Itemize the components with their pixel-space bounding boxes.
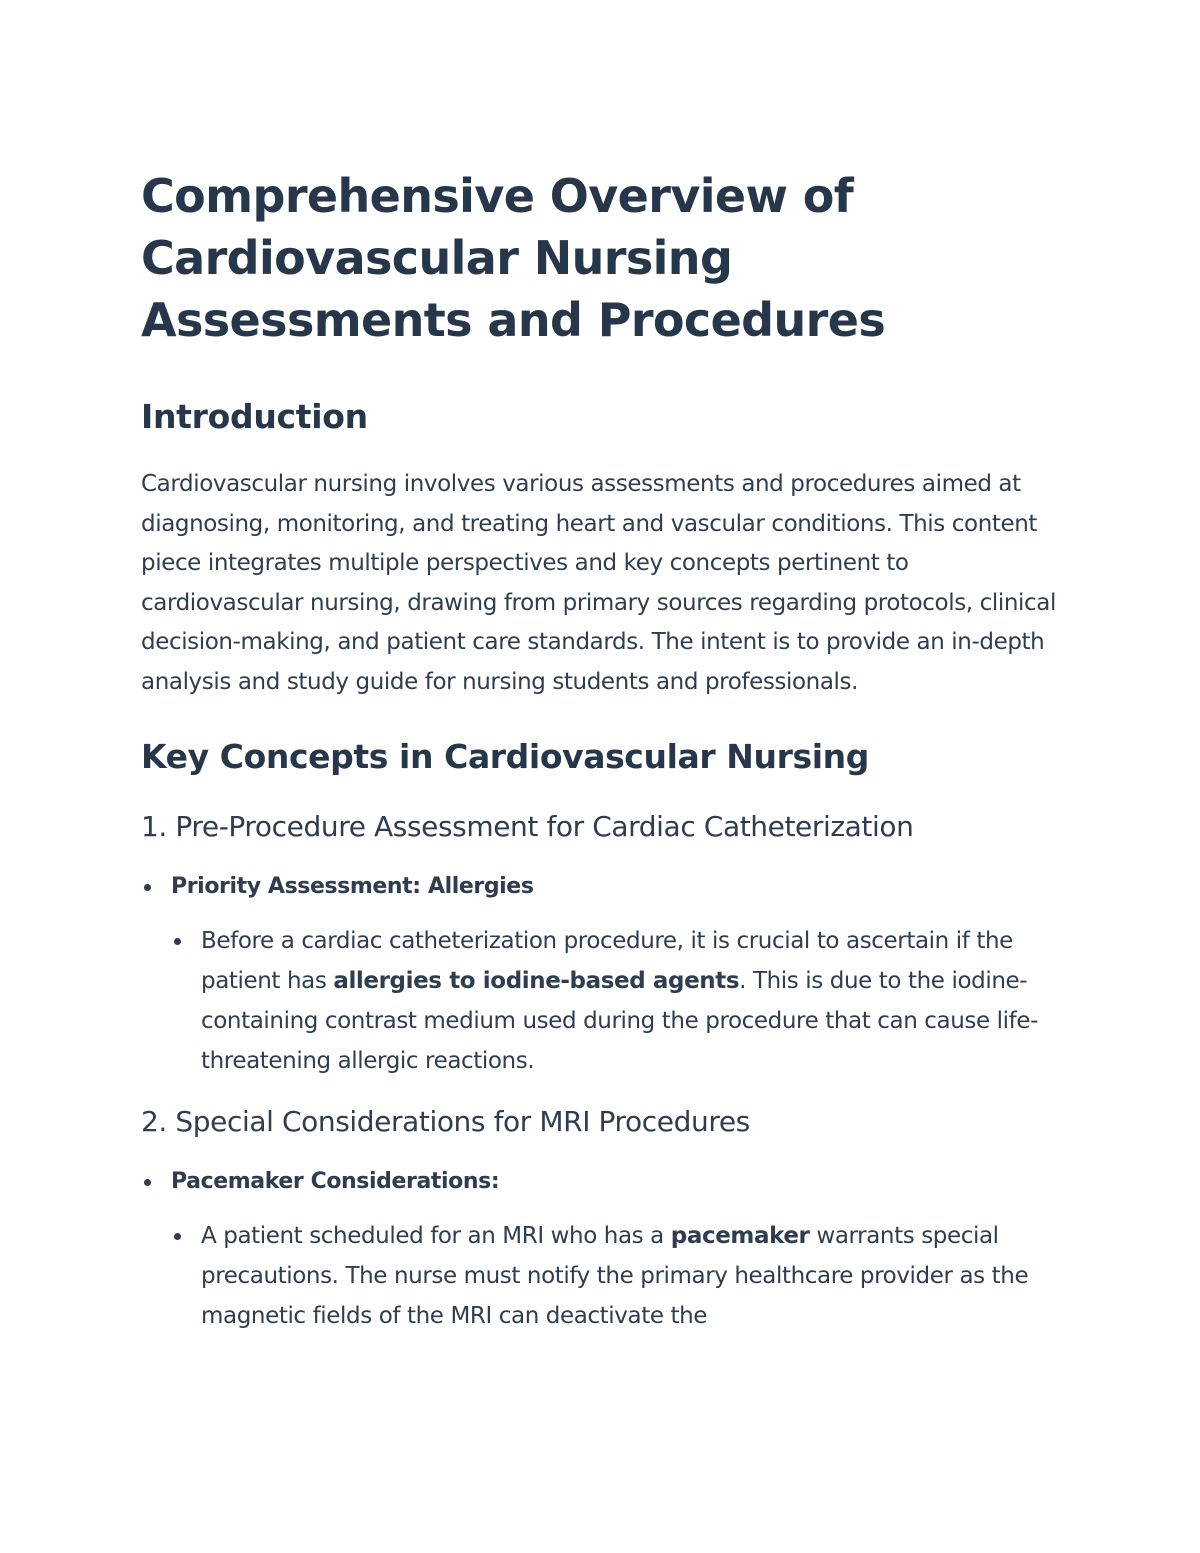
document-title: Comprehensive Overview of Cardiovascular Nursing Assessments and Procedures <box>141 169 886 347</box>
sub-text: warrants special precautions. The nurse must notify the primary healthcare provider as the magnetic fields of the MRI can deactivate the <box>201 1223 1029 1329</box>
sub-text: Before a cardiac catheterization procedure, it is crucial to ascertain if the patient has <box>201 928 1013 994</box>
bullet-label: Pacemaker Considerations: <box>171 1169 500 1194</box>
sub-bold-text: allergies to iodine-based agents <box>333 968 740 994</box>
section-1-list <box>141 870 1061 1081</box>
sub-text: . This is due to the iodine-containing contrast medium used during the procedure that can cause life-threatening allergic reactions. <box>201 968 1038 1074</box>
bullet-label: Priority Assessment: Allergies <box>171 874 534 899</box>
list-item <box>171 1216 1061 1336</box>
sub-bold-text: pacemaker <box>670 1223 810 1249</box>
sub-text: A patient scheduled for an MRI who has a <box>201 1223 671 1249</box>
introduction-heading: Introduction <box>141 397 368 436</box>
introduction-paragraph: Cardiovascular nursing involves various assessments and procedures aimed at diagnosing, monitoring, and treating heart and vascular conditions. This content piece integrates multiple perspectives and key concepts pertinent to cardiovascular nursing, drawing from primary sources regarding protocols, clinical decision-making, and patient care standards. The intent is to provide an in-depth analysis and study guide for nursing students and professionals. <box>141 471 1056 695</box>
list-item <box>171 921 1061 1081</box>
key-concepts-heading: Key Concepts in Cardiovascular Nursing <box>141 737 869 776</box>
list-item <box>141 870 1061 1081</box>
list-item <box>141 1165 1061 1336</box>
sub-list <box>171 921 1061 1081</box>
sub-list <box>171 1216 1061 1336</box>
section-1-heading: 1. Pre-Procedure Assessment for Cardiac Catheterization <box>141 810 914 843</box>
section-2-heading: 2. Special Considerations for MRI Procedures <box>141 1105 750 1138</box>
section-2-list <box>141 1165 1061 1336</box>
document-page <box>141 165 1061 1336</box>
